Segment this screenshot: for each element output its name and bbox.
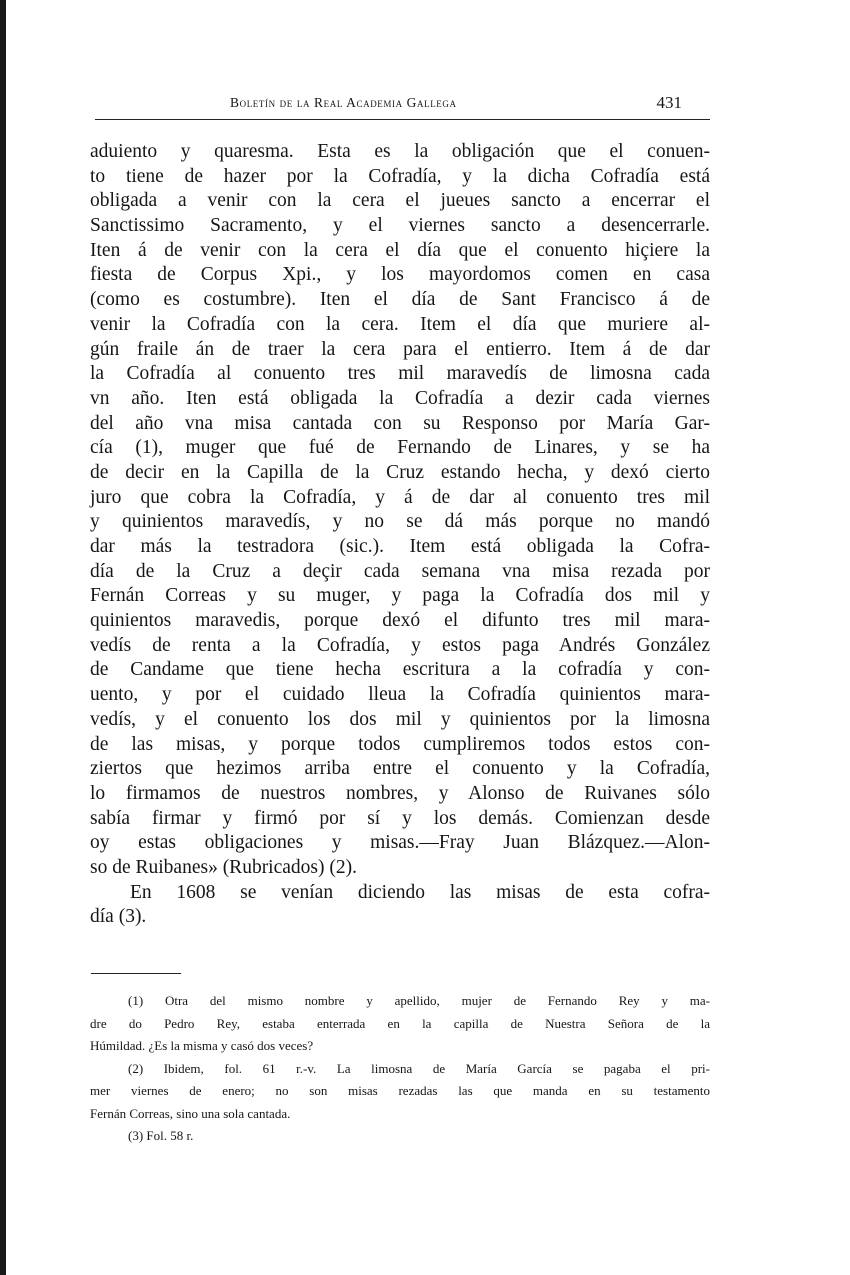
footnote-3-line: (3) Fol. 58 r. (128, 1128, 194, 1143)
body-line: y quinientos maravedís, y no se dá más porque no mandó (90, 511, 710, 533)
body-line: ziertos que hezimos arriba entre el conuento y la Cofradía, (90, 758, 710, 780)
body-line: juro que cobra la Cofradía, y á de dar al conuento tres mil (90, 486, 710, 508)
body-line: día de la Cruz a deçir cada semana vna misa rezada por (90, 560, 710, 582)
body-line: to tiene de hazer por la Cofradía, y la dicha Cofradía está (90, 165, 710, 187)
body-line: quinientos maravedis, porque dexó el difunto tres mil mara- (90, 610, 710, 632)
body-line: vedís, y el conuento los dos mil y quinientos por la limosna (90, 708, 710, 730)
footnote-2-line: mer viernes de enero; no son misas rezadas las que manda en su testamento (90, 1083, 710, 1098)
body-line: gún fraile án de traer la cera para el entierro. Item á de dar (90, 338, 710, 360)
footnote-divider (91, 973, 181, 974)
page-number: 431 (656, 93, 682, 112)
footnote-2-line: Fernán Correas, sino una sola cantada. (90, 1105, 291, 1121)
body-line: la Cofradía al conuento tres mil maravedís de limosna cada (90, 363, 710, 385)
body-line: venir la Cofradía con la cera. Item el día que muriere al- (90, 313, 710, 335)
page-header (95, 93, 710, 120)
body-line: de decir en la Capilla de la Cruz estando hecha, y dexó cierto (90, 461, 710, 483)
body-line: día (3). (90, 906, 147, 928)
footnote-1-line: (1) Otra del mismo nombre y apellido, mujer de Fernando Rey y ma- (128, 993, 710, 1008)
body-line: de Candame que tiene hecha escritura a la cofradía y con- (90, 659, 710, 681)
scan-left-edge (0, 0, 6, 1275)
running-head: Boletín de la Real Academia Gallega (230, 95, 457, 110)
body-line: Fernán Correas y su muger, y paga la Cofradía dos mil y (90, 585, 710, 607)
footnote-1-line: Húmildad. ¿Es la misma y casó dos veces? (90, 1038, 314, 1053)
body-line: obligada a venir con la cera el jueues sancto a encerrar el (90, 190, 710, 212)
footnotes (90, 990, 710, 1148)
body-line: cía (1), muger que fué de Fernando de Linares, y se ha (90, 437, 710, 459)
body-line: del año vna misa cantada con su Responso por María Gar- (90, 412, 710, 434)
body-line: so de Ruibanes» (Rubricados) (2). (90, 856, 357, 878)
body-line: lo firmamos de nuestros nombres, y Alonso de Ruivanes sólo (90, 782, 710, 804)
body-line: fiesta de Corpus Xpi., y los mayordomos comen en casa (90, 264, 710, 286)
body-line: de las misas, y porque todos cumpliremos todos estos con- (90, 733, 710, 755)
body-line: dar más la testradora (sic.). Item está obligada la Cofra- (90, 536, 710, 557)
body-line: (como es costumbre). Iten el día de Sant Francisco á de (90, 289, 710, 311)
body-line: uento, y por el cuidado lleua la Cofradía quinientos mara- (90, 684, 710, 706)
body-text (90, 140, 710, 930)
body-line: Iten á de venir con la cera el día que el conuento hiçiere la (90, 239, 710, 261)
body-line: oy estas obligaciones y misas.—Fray Juan Blázquez.—Alon- (90, 832, 710, 854)
footnote-2-line: (2) Ibidem, fol. 61 r.-v. La limosna de María García se pagaba el pri- (128, 1060, 710, 1076)
footnote-1-line: dre do Pedro Rey, estaba enterrada en la capilla de Nuestra Señora de la (90, 1015, 710, 1031)
body-line: sabía firmar y firmó por sí y los demás. Comienzan desde (90, 807, 710, 829)
body-line: En 1608 se venían diciendo las misas de esta cofra- (130, 881, 710, 903)
body-line: Sanctissimo Sacramento, y el viernes sancto a desencerrarle. (90, 215, 710, 237)
body-line: vn año. Iten está obligada la Cofradía a dezir cada viernes (90, 387, 710, 409)
body-line: vedís de renta a la Cofradía, y estos paga Andrés González (90, 634, 710, 656)
body-line: aduiento y quaresma. Esta es la obligación que el conuen- (90, 141, 710, 162)
